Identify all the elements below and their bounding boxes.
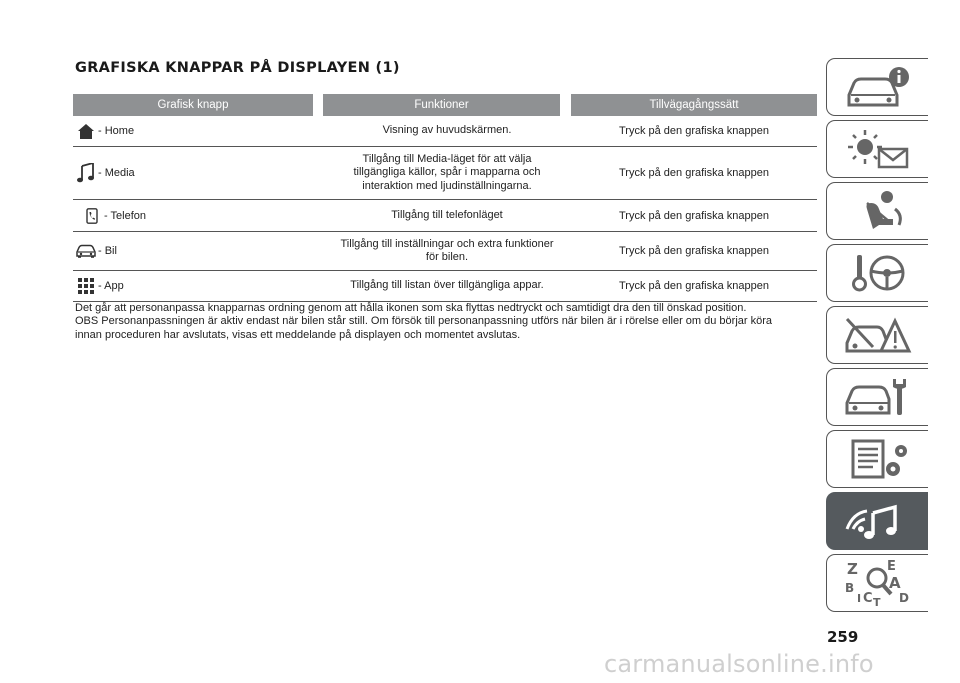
tab-safety[interactable] — [826, 182, 928, 240]
row-function: Tillgång till listan över tillgängliga appar. — [350, 279, 544, 292]
home-icon — [75, 121, 97, 141]
row-function-line: Tillgång till Media-läget för att välja — [362, 152, 532, 165]
seat-airbag-icon — [843, 189, 913, 233]
header-functions: Funktioner — [323, 94, 560, 116]
tab-index[interactable] — [826, 554, 928, 612]
warning-light-message-icon — [843, 127, 913, 171]
row-function-line: interaktion med ljudinställningarna. — [362, 179, 532, 192]
row-procedure: Tryck på den grafiska knappen — [618, 245, 769, 257]
row-function: Visning av huvudskärmen. — [382, 124, 512, 137]
phone-icon — [81, 206, 103, 226]
tab-technical-data[interactable] — [826, 430, 928, 488]
app-grid-icon — [75, 276, 97, 296]
table-row-home — [73, 116, 817, 147]
row-procedure: Tryck på den grafiska knappen — [618, 167, 769, 179]
alphabet-index-icon — [843, 558, 913, 608]
tab-car-info[interactable] — [826, 58, 928, 116]
index-letter: E — [886, 559, 896, 574]
car-warning-triangle-icon — [843, 313, 913, 357]
note-line: Det går att personanpassa knapparnas ordning genom att hålla ikonen som ska flyttas nedtryckt och samtidigt dra den till önskad position. — [75, 302, 747, 314]
index-letter: Z — [846, 560, 858, 578]
tab-multimedia[interactable] — [826, 492, 928, 550]
watermark: carmanualsonline.info — [604, 650, 874, 678]
page-number: 259 — [827, 628, 859, 646]
row-function-line: för bilen. — [425, 251, 469, 263]
note-line: OBS Personanpassningen är aktiv endast när bilen står still. Om försök till personanpassning utförs när bilen är i rörelse eller om du börjar köra — [75, 314, 773, 327]
row-function: Tillgång till telefonläget — [391, 208, 503, 221]
header-procedure: Tillvägagångssätt — [571, 94, 817, 116]
customization-note — [75, 302, 835, 343]
row-function-line: Tillgång till inställningar och extra funktioner — [340, 237, 554, 250]
tab-emergency[interactable] — [826, 306, 928, 364]
index-letter: I — [856, 592, 861, 605]
note-line: innan proceduren har avslutats, visas ett meddelande på displayen och momentet avslutas. — [75, 329, 521, 341]
row-procedure: Tryck på den grafiska knappen — [618, 209, 769, 222]
data-sheet-gear-icon — [843, 437, 913, 481]
index-letter: B — [844, 581, 854, 595]
row-label: - Telefon — [104, 209, 146, 222]
music-note-icon — [75, 163, 97, 183]
row-label: - App — [98, 280, 124, 292]
index-letter: D — [898, 591, 909, 605]
graphic-buttons-table — [73, 94, 817, 302]
table-row-media — [73, 147, 817, 200]
tab-maintenance[interactable] — [826, 368, 928, 426]
row-function-line: tillgängliga källor, spår i mapparna och — [353, 166, 541, 179]
table-row-car — [73, 232, 817, 271]
row-procedure: Tryck på den grafiska knappen — [618, 125, 769, 137]
index-letter: C — [862, 591, 873, 606]
row-label: - Media — [98, 167, 135, 179]
key-steering-wheel-icon — [843, 251, 913, 295]
table-row-app — [73, 271, 817, 302]
page-title: GRAFISKA KNAPPAR PÅ DISPLAYEN (1) — [75, 60, 400, 76]
table-row-phone — [73, 200, 817, 232]
multimedia-icon — [843, 499, 913, 543]
tab-starting-driving[interactable] — [826, 244, 928, 302]
row-label: - Home — [98, 125, 135, 137]
car-wrench-icon — [843, 375, 913, 419]
index-letter: T — [872, 596, 881, 608]
row-procedure: Tryck på den grafiska knappen — [618, 280, 769, 292]
car-icon — [75, 241, 97, 261]
tab-warning-lights[interactable] — [826, 120, 928, 178]
index-letter: A — [888, 574, 901, 592]
header-graphic-button: Grafisk knapp — [73, 94, 313, 116]
table-header — [73, 94, 817, 116]
car-info-icon — [843, 65, 913, 109]
row-label: - Bil — [98, 245, 117, 257]
